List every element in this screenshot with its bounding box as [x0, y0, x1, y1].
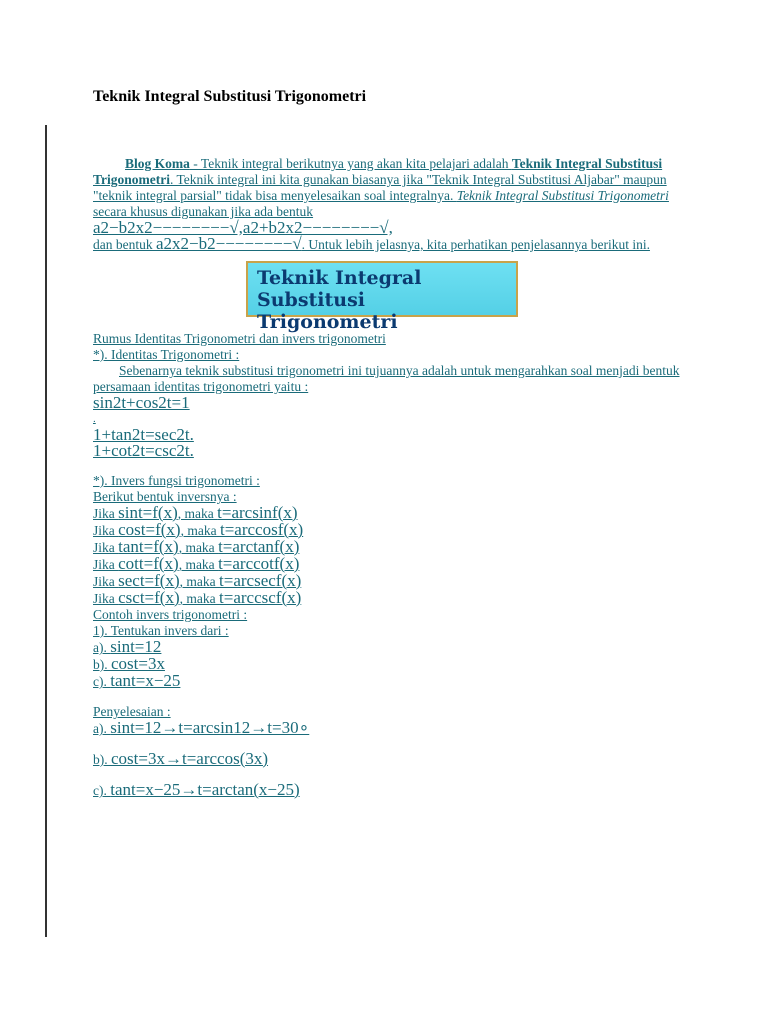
solution-section [93, 704, 683, 799]
intro-italic-term: Teknik Integral Substitusi Trigonometri [456, 188, 669, 203]
blog-koma-link[interactable]: Blog Koma [125, 156, 190, 171]
identity-2: 1+tan2t=sec2t. [93, 425, 194, 444]
inverse-row: Jika tant=f(x), maka t=arctanf(x) [93, 537, 300, 556]
intro-bold-term: Teknik Integral Substitusi Trigonometri [93, 156, 663, 187]
solution-item: c). tant=x−25→t=arctan(x−25) [93, 780, 300, 799]
inverse-row: Jika csct=f(x), maka t=arccscf(x) [93, 588, 302, 607]
inverse-subheading: *). Invers fungsi trigonometri : [93, 473, 260, 488]
identity-1: sin2t+cos2t=1 [93, 393, 190, 412]
example-question: 1). Tentukan invers dari : [93, 623, 229, 638]
banner-image: Teknik Integral Substitusi Trigonometri [246, 261, 518, 317]
page-title: Teknik Integral Substitusi Trigonometri [93, 88, 367, 105]
inverse-intro: Berikut bentuk inversnya : [93, 489, 237, 504]
solution-item: b). cost=3x→t=arccos(3x) [93, 749, 269, 768]
formula-radical-2: a2x2−b2−−−−−−−−√ [156, 234, 302, 253]
solution-item: a). sint=12→t=arcsin12→t=30∘ [93, 718, 310, 737]
article-body [93, 156, 683, 799]
identity-section [93, 331, 683, 459]
inverse-section [93, 473, 683, 690]
identity-3: 1+cot2t=csc2t. [93, 441, 194, 460]
inverse-row: Jika sint=f(x), maka t=arcsinf(x) [93, 503, 298, 522]
example-item: a). sint=12 [93, 637, 162, 656]
formula-radicals-1: a2−b2x2−−−−−−−−√,a2+b2x2−−−−−−−−√, [93, 218, 393, 237]
margin-rule [45, 125, 47, 937]
example-item: b). cost=3x [93, 654, 165, 673]
inverse-row: Jika sect=f(x), maka t=arcsecf(x) [93, 571, 302, 590]
section-heading: Rumus Identitas Trigonometri dan invers trigonometri [93, 331, 386, 346]
identity-paragraph: Sebenarnya teknik substitusi trigonometri ini tujuannya adalah untuk mengarahkan soal menjadi bentuk persamaan identitas trigonometri yaitu : [93, 363, 680, 394]
inverse-row: Jika cott=f(x), maka t=arccotf(x) [93, 554, 300, 573]
identity-dot: . [93, 413, 96, 425]
identity-subheading: *). Identitas Trigonometri : [93, 347, 240, 362]
inverse-row: Jika cost=f(x), maka t=arccosf(x) [93, 520, 304, 539]
example-item: c). tant=x−25 [93, 671, 181, 690]
intro-paragraph: Blog Koma - Teknik integral berikutnya yang akan kita pelajari adalah Teknik Integral Substitusi Trigonometri. Teknik integral ini kita gunakan biasanya jika "Teknik Integral Substitusi Aljabar" maupun "teknik integral parsial" tidak bisa menyelesaikan soal integralnya. Teknik Integral Substitusi Trigonometri secara khusus digunakan jika ada bentuk a2−b2x2−−−−−−−−√,a2+b2x2−−−−−−−−√, dan bentuk a2x2−b2−−−−−−−−√. Untuk lebih jelasnya, kita perhatikan penjelasannya berikut ini. [93, 156, 683, 253]
example-heading: Contoh invers trigonometri : [93, 607, 248, 622]
solution-heading: Penyelesaian : [93, 704, 171, 719]
